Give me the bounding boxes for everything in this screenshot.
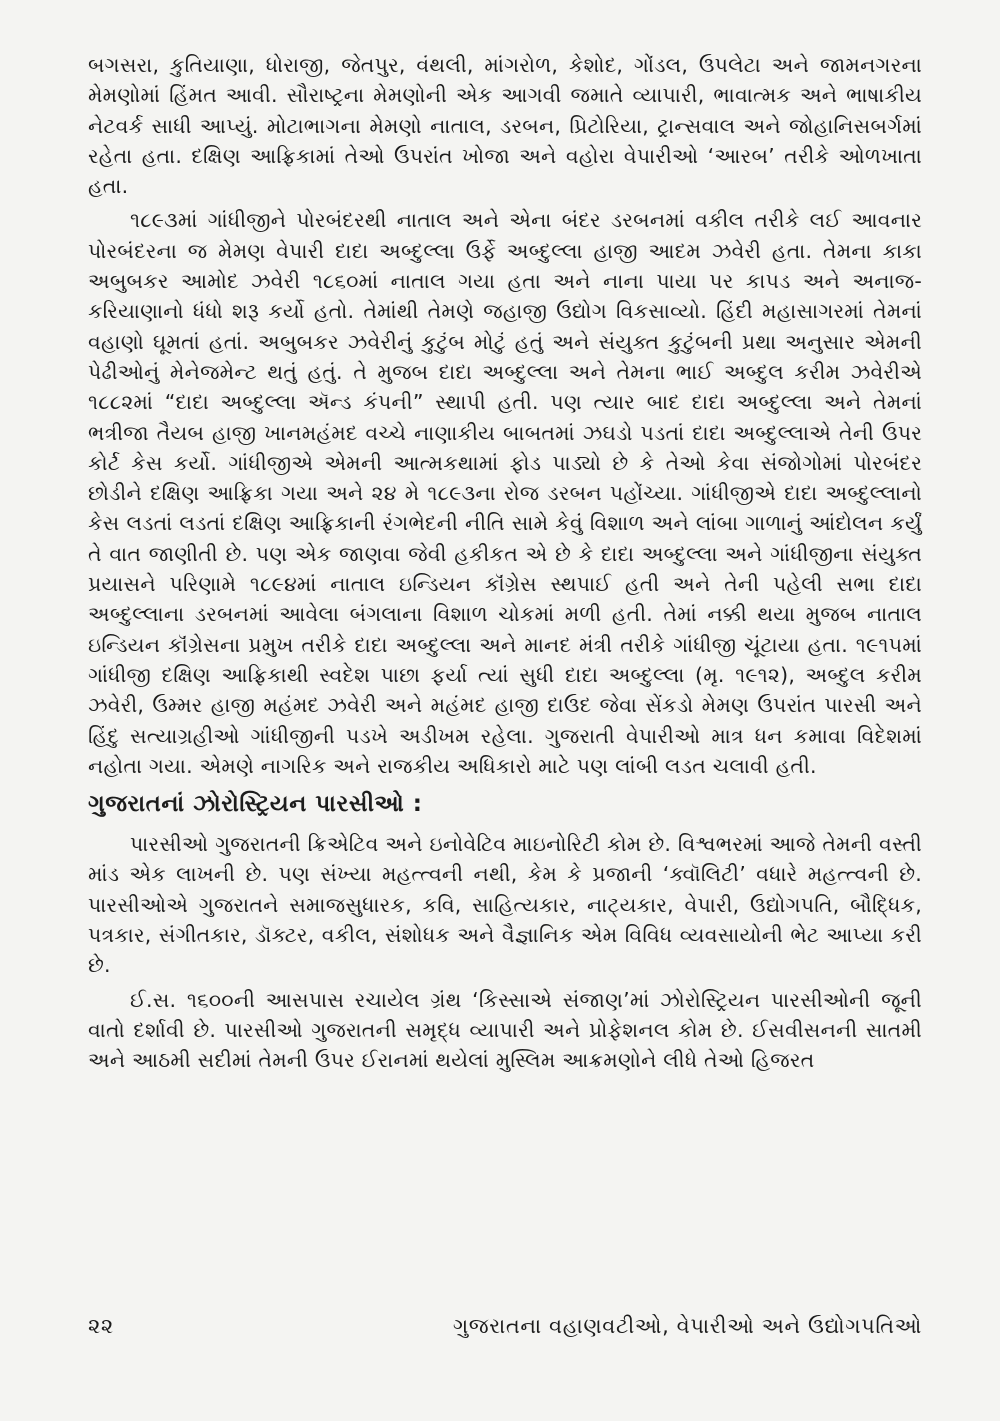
section-heading-parsis: ગુજરાતનાં ઝોરોસ્ટ્રિયન પારસીઓ : <box>88 791 423 818</box>
running-title: ગુજરાતના વહાણવટીઓ, વેપારીઓ અને ઉદ્યોગપતિઓ <box>452 1314 922 1338</box>
paragraph-memon-cities: બગસરા, કુતિયાણા, ધોરાજી, જેતપુર, વંથલી, માંગરોળ, કેશોદ, ગોંડલ, ઉપલેટા અને જામનગરના મેમણોમાં હિંમત આવી. સૌરાષ્ટ્રના મેમણોની એક આગવી જમાતે વ્યાપારી, ભાવાત્મક અને ભાષાકીય નેટવર્ક સાધી આપ્યું. મોટાભાગના મેમણો નાતાલ, ડરબન, પ્રિટોરિયા, ટ્રાન્સવાલ અને જોહાનિસબર્ગમાં રહેતા હતા. દક્ષિણ આફ્રિકામાં તેઓ ઉપરાંત ખોજા અને વહોરા વેપારીઓ ‘આરબ’ તરીકે ઓળખાતા હતા. <box>88 53 922 199</box>
paragraph-dada-abdulla: ૧૮૯૩માં ગાંધીજીને પોરબંદરથી નાતાલ અને એના બંદર ડરબનમાં વકીલ તરીકે લઈ આવનાર પોરબંદરના જ મેમણ વેપારી દાદા અબ્દુલ્લા ઉર્ફે અબ્દુલ્લા હાજી આદમ ઝવેરી હતા. તેમના કાકા અબુબકર આમોદ ઝવેરી ૧૮૬૦માં નાતાલ ગયા હતા અને નાના પાયા પર કાપડ અને અનાજ-કરિયાણાનો ધંધો શરૂ કર્યો હતો. તેમાંથી તેમણે જહાજી ઉદ્યોગ વિકસાવ્યો. હિંદી મહાસાગરમાં તેમનાં વહાણો ઘૂમતાં હતાં. અબુબકર ઝવેરીનું કુટુંબ મોટું હતું અને સંયુક્ત કુટુંબની પ્રથા અનુસાર એમની પેઢીઓનું મેનેજમેન્ટ થતું હતું. તે મુજબ દાદા અબ્દુલ્લા અને તેમના ભાઈ અબ્દુલ કરીમ ઝવેરીએ ૧૮૮૨માં “દાદા અબ્દુલ્લા ઍન્ડ કંપની” સ્થાપી હતી. પણ ત્યાર બાદ દાદા અબ્દુલ્લા અને તેમનાં ભત્રીજા તૈયબ હાજી ખાનમહંમદ વચ્ચે નાણાકીય બાબતમાં ઝઘડો પડતાં દાદા અબ્દુલ્લાએ તેની ઉપર કોર્ટ કેસ કર્યો. ગાંધીજીએ એમની આત્મકથામાં ફોડ પાડ્યો છે કે તેઓ કેવા સંજોગોમાં પોરબંદર છોડીને દક્ષિણ આફ્રિકા ગયા અને ૨૪ મે ૧૮૯૩ના રોજ ડરબન પહોંચ્યા. ગાંધીજીએ દાદા અબ્દુલ્લાનો કેસ લડતાં લડતાં દક્ષિણ આફ્રિકાની રંગભેદની નીતિ સામે કેવું વિશાળ અને લાંબા ગાળાનું આંદોલન કર્યું તે વાત જાણીતી છે. પણ એક જાણવા જેવી હકીકત એ છે કે દાદા અબ્દુલ્લા અને ગાંધીજીના સંયુક્ત પ્રયાસને પરિણામે ૧૮૯૪માં નાતાલ ઇન્ડિયન કૉંગ્રેસ સ્થપાઈ હતી અને તેની પહેલી સભા દાદા અબ્દુલ્લાના ડરબનમાં આવેલા બંગલાના વિશાળ ચોકમાં મળી હતી. તેમાં નક્કી થયા મુજબ નાતાલ ઇન્ડિયન કૉંગ્રેસના પ્રમુખ તરીકે દાદા અબ્દુલ્લા અને માનદ મંત્રી તરીકે ગાંધીજી ચૂંટાયા હતા. ૧૯૧૫માં ગાંધીજી દક્ષિણ આફ્રિકાથી સ્વદેશ પાછા ફર્યા ત્યાં સુધી દાદા અબ્દુલ્લા (મૃ. ૧૯૧૨), અબ્દુલ કરીમ ઝવેરી, ઉમ્મર હાજી મહંમદ ઝવેરી અને મહંમદ હાજી દાઉદ જેવા સેંકડો મેમણ ઉપરાંત પારસી અને હિંદુ સત્યાગ્રહીઓ ગાંધીજીની પડખે અડીખમ રહેલા. ગુજરાતી વેપારીઓ માત્ર ધન કમાવા વિદેશમાં નહોતા ગયા. એમણે નાગરિક અને રાજકીય અધિકારો માટે પણ લાંબી લડત ચલાવી હતી. <box>88 208 922 778</box>
paragraph-parsi-community: પારસીઓ ગુજરાતની ક્રિએટિવ અને ઇનોવેટિવ માઇનોરિટી કોમ છે. વિશ્વભરમાં આજે તેમની વસ્તી માંડ એક લાખની છે. પણ સંખ્યા મહત્ત્વની નથી, કેમ કે પ્રજાની ‘ક્વૉલિટી’ વધારે મહત્ત્વની છે. પારસીઓએ ગુજરાતને સમાજસુધારક, કવિ, સાહિત્યકાર, નાટ્યકાર, વેપારી, ઉદ્યોગપતિ, બૌદ્ધિક, પત્રકાર, સંગીતકાર, ડૉક્ટર, વકીલ, સંશોધક અને વૈજ્ઞાનિક એમ વિવિધ વ્યવસાયોની ભેટ આપ્યા કરી છે. <box>88 832 922 978</box>
paragraph-kisse-sanjan: ઈ.સ. ૧૬૦૦ની આસપાસ રચાયેલ ગ્રંથ ‘કિસ્સાએ સંજાણ’માં ઝોરોસ્ટ્રિયન પારસીઓની જૂની વાતો દર્શાવી છે. પારસીઓ ગુજરાતની સમૃદ્ધ વ્યાપારી અને પ્રોફેશનલ કોમ છે. ઈસવીસનની સાતમી અને આઠમી સદીમાં તેમની ઉપર ઈરાનમાં થયેલાં મુસ્લિમ આક્રમણોને લીધે તેઓ હિજરત <box>88 987 922 1073</box>
page-number: ૨૨ <box>88 1314 114 1338</box>
body-text <box>88 50 922 1076</box>
page-footer <box>88 1314 922 1350</box>
